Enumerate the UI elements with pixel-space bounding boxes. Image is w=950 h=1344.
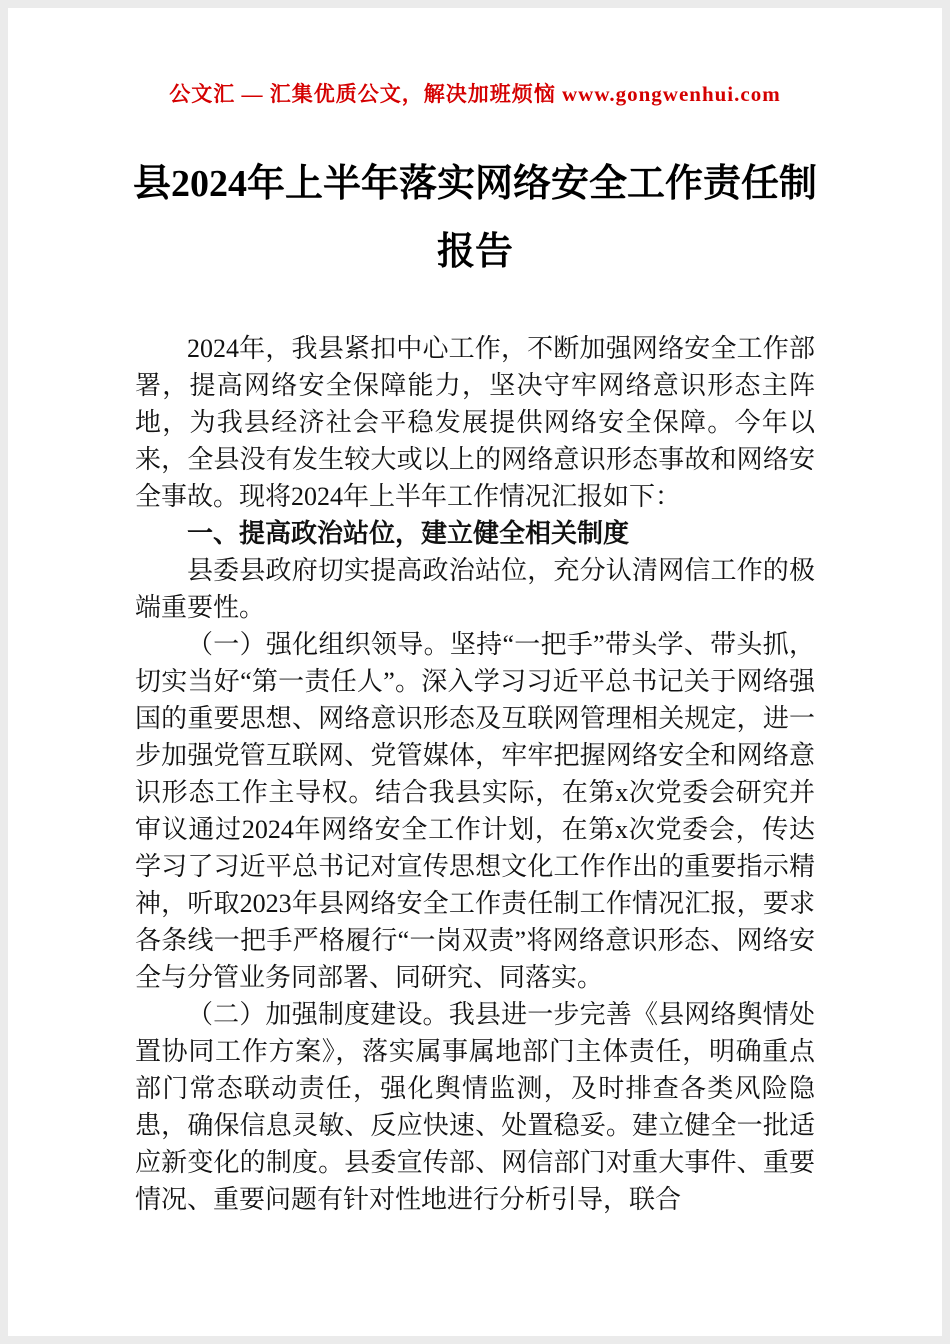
section-heading-1: 一、提高政治站位，建立健全相关制度 <box>187 519 630 548</box>
document-title <box>115 150 835 286</box>
site-banner-text: 公文汇 — 汇集优质公文，解决加班烦恼 www.gongwenhui.com <box>169 82 781 106</box>
paragraph-item-1: （一）强化组织领导。坚持“一把手”带头学、带头抓，切实当好“第一责任人”。深入学习习近平总书记关于网络强国的重要思想、网络意识形态及互联网管理相关规定，进一步加强党管互联网、党管媒体，牢牢把握网络安全和网络意识形态工作主导权。结合我县实际，在第x次党委会研究并审议通过2024年网络安全工作计划，在第x次党委会，传达学习了习近平总书记对宣传思想文化工作作出的重要指示精神，听取2023年县网络安全工作责任制工作情况汇报，要求各条线一把手严格履行“一岗双责”将网络意识形态、网络安全与分管业务同部署、同研究、同落实。 <box>135 630 815 992</box>
paragraph-item-2: （二）加强制度建设。我县进一步完善《县网络舆情处置协同工作方案》，落实属事属地部门主体责任，明确重点部门常态联动责任，强化舆情监测，及时排查各类风险隐患，确保信息灵敏、反应快速、处置稳妥。建立健全一批适应新变化的制度。县委宣传部、网信部门对重大事件、重要情况、重要问题有针对性地进行分析引导，联合 <box>135 1000 815 1214</box>
document-body <box>135 330 815 1218</box>
document-page <box>8 8 942 1336</box>
paragraph-section1-lead: 县委县政府切实提高政治站位，充分认清网信工作的极端重要性。 <box>135 556 815 622</box>
site-banner <box>8 78 942 108</box>
document-title-line1: 县2024年上半年落实网络安全工作责任制 <box>132 163 817 205</box>
paragraph-intro: 2024年，我县紧扣中心工作，不断加强网络安全工作部署，提高网络安全保障能力，坚决守牢网络意识形态主阵地，为我县经济社会平稳发展提供网络安全保障。今年以来，全县没有发生较大或以上的网络意识形态事故和网络安全事故。现将2024年上半年工作情况汇报如下： <box>135 334 815 511</box>
document-title-line2: 报告 <box>436 231 513 273</box>
